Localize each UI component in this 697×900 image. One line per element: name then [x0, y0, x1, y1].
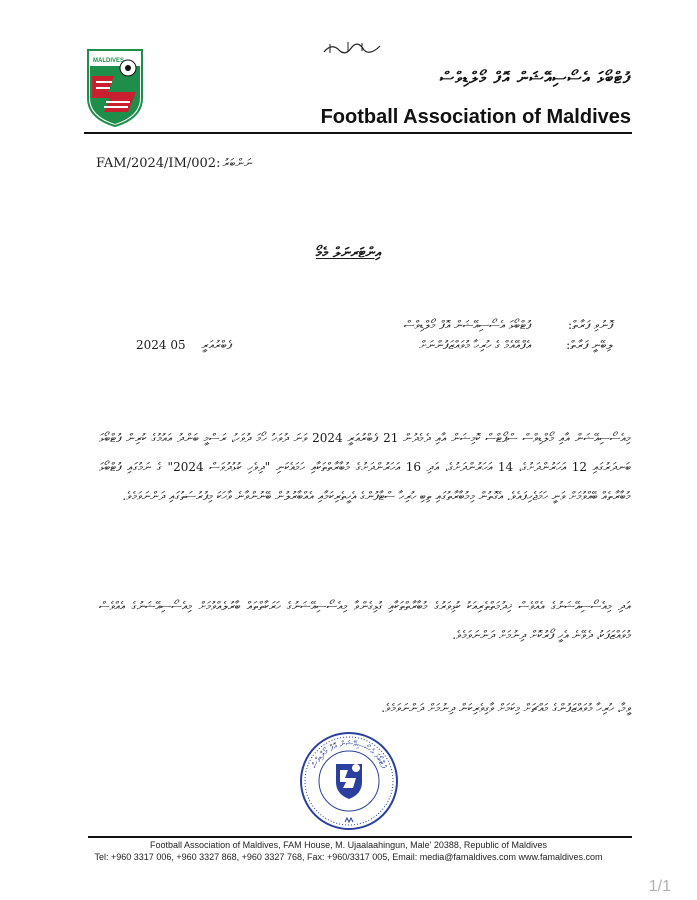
footer-address: Football Association of Maldives, FAM House, M. Ujaalaahingun, Male' 20388, Republic of Maldives [150, 840, 547, 850]
body-paragraph-1: މިއެސޯސިއޭޝަން އާއި މޯލްޑިވްސް ސްޕޯޓްސް ކޮމިޝަން އާއި ދެމެދުން 21 ފެބްރުއަރީ 2024 ވަނަ ދުވަހު ހޯމަ ދުވަހު، ރަސްމީ ބަންދު އައުމުގެ ކުރިން ފުޓްބޯޅަ ބަނދަރުގައި 12 އަހަރުންދަށުގެ، 14 އަހަރުންދަށުގެ، އަދި 16 އަހަރުންދަށުގެ މުބާރާތްތަކާއި ހަމައެކަނި "ދިވެހި ކުޅުދުވަސް 2024" ގެ ނަމުގައި ފުޓްބޯޅަ މުބާރާތެއް ބޭއްވުމަށް ވަނީ ހަމަޖެހިފައެވެ. އެގޮތުން މިމުބާރާތުގައި ތިބި ހުރިހާ ސްޓާފުންގެ އެހީތެރިކަމާއި އެއްބާރުލުން ބޭނުންވާނެ ވާހަކަ މިފުރުސަތުގައި ދަންނަވަމެވެ. [99, 431, 632, 503]
fam-logo [84, 46, 146, 128]
date-year: 2024 [136, 338, 167, 352]
date-day: 05 [170, 338, 186, 352]
footer-contact: Tel: +960 3317 006, +960 3327 868, +960 3327 768, Fax: +960/3317 005, Email: media@famaldives.com www.famaldives.com [94, 852, 603, 862]
logo-text: MALDIVES [93, 58, 125, 64]
memo-date [136, 338, 232, 353]
page-indicator: 1/1 [648, 878, 671, 895]
org-name-dhivehi: ފުޓްބޯޅަ އެސޯސިއޭޝަން އޮފް މޯލްޑިވްސް [439, 68, 631, 87]
document-title [0, 245, 697, 261]
header-divider [84, 132, 632, 134]
body-paragraph-2: އަދި މިއެސޯސިއޭޝަނުގެ އެއްވެސް ޚިދުމަތްތެރިއަކު ކުޅިވަރުގެ މުބާރާތްތަކާއި ގުޅިގެންވާ މިއެސޯސިއޭޝަނުގެ ހަރަކާތްތައް ބާރުލެއްވުމަށް މިއެސޯސިއޭޝަނުގެ އެއްވެސް މުވައްޒަފަކު، ދެވޭނެ އެހީ ފޯރުކޮށް ދިނުމަށް ދަންނަވަމެވެ. [99, 599, 631, 642]
to-value: އެފްއޭއެމް ގެ ހުރިހާ މުވައްޒަފުންނަށް [419, 338, 532, 352]
bismillah-calligraphy [322, 38, 382, 58]
org-name-english: Football Association of Maldives [320, 106, 631, 128]
to-label: ލިބޭނީ ފަރާތް: [566, 338, 613, 352]
reference-line [96, 156, 296, 171]
from-value: ފުޓްބޯޅަ އެސޯސިއޭޝަން އޮފް މޯލްޑިވްސް [403, 318, 532, 332]
footer-divider [88, 836, 632, 838]
date-month: ފެބްރުއަރީ [201, 338, 233, 352]
reference-label: ނަންބަރު [222, 156, 253, 170]
reference-number: FAM/2024/IM/002: [96, 156, 221, 171]
meta-from-row [113, 318, 613, 333]
body-paragraph-3: ވީމާ، ހުރިހާ މުވައްޒަފުންގެ މައްޗަށް މިކަމަށް ވާގިވެރިކަން ދިނުމަށް ދަންނަވަމެވެ. [381, 701, 631, 715]
document-title-text: އިންޓަރނަލް މެމޯ [315, 245, 382, 261]
from-label: ފޮނުވި ފަރާތް: [568, 318, 613, 332]
official-seal [298, 730, 400, 832]
seal-text: ފުޓްބޯޅަ އެސޯސިއޭޝަން އޮފް މޯލްޑިވްސް [309, 738, 389, 770]
